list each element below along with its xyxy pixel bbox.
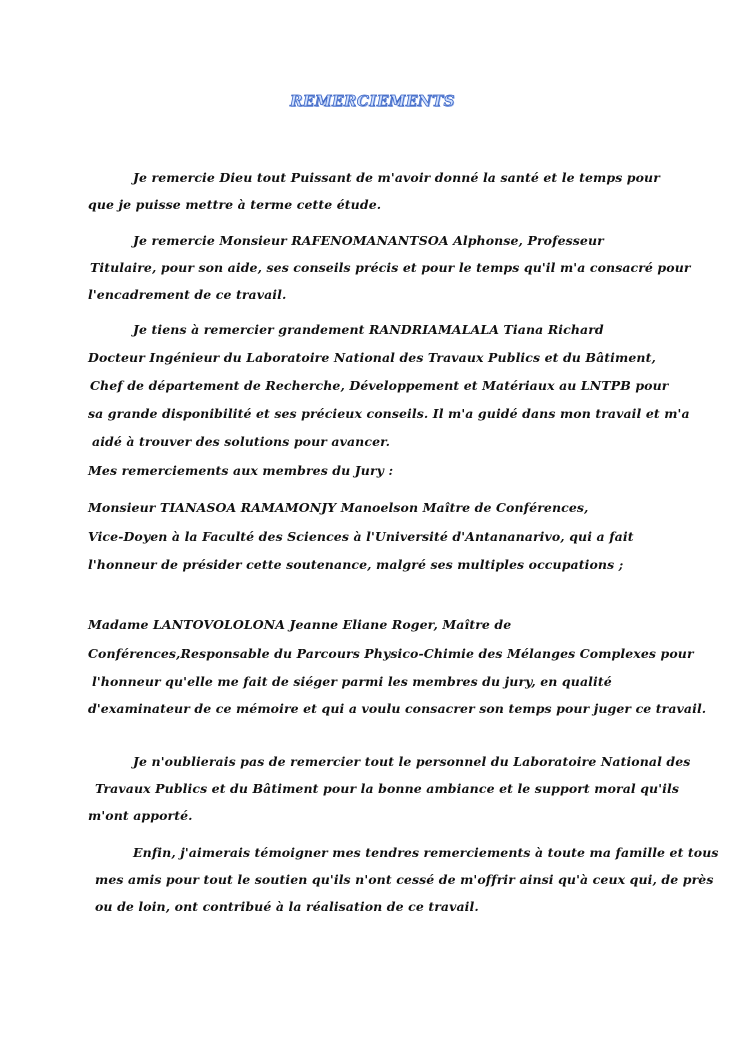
text-line: Docteur Ingénieur du Laboratoire National des Travaux Publics et du Bâtiment,	[88, 350, 656, 365]
text-line: l'encadrement de ce travail.	[88, 287, 287, 302]
text-line: Je tiens à remercier grandement RANDRIAMALALA Tiana Richard	[133, 322, 604, 337]
text-line: que je puisse mettre à terme cette étude.	[88, 197, 382, 212]
text-line: aidé à trouver des solutions pour avancer.	[92, 434, 391, 449]
text-line: Madame LANTOVOLOLONA Jeanne Eliane Roger, Maître de	[88, 617, 512, 632]
text-line: Je remercie Dieu tout Puissant de m'avoir donné la santé et le temps pour	[133, 170, 660, 185]
text-line: Travaux Publics et du Bâtiment pour la bonne ambiance et le support moral qu'ils	[95, 781, 680, 796]
text-line: Je remercie Monsieur RAFENOMANANTSOA Alphonse, Professeur	[133, 233, 604, 248]
text-line: d'examinateur de ce mémoire et qui a voulu consacrer son temps pour juger ce travail.	[88, 701, 707, 716]
text-line: Monsieur TIANASOA RAMAMONJY Manoelson Maître de Conférences,	[88, 500, 589, 515]
text-line: Chef de département de Recherche, Développement et Matériaux au LNTPB pour	[90, 378, 669, 393]
text-line: Conférences,Responsable du Parcours Physico-Chimie des Mélanges Complexes pour	[88, 646, 694, 661]
text-line: l'honneur qu'elle me fait de siéger parmi les membres du jury, en qualité	[92, 674, 612, 689]
text-line: Vice-Doyen à la Faculté des Sciences à l'Université d'Antananarivo, qui a fait	[88, 529, 634, 544]
page-title: REMERCIEMENTS	[289, 92, 456, 110]
text-line: Je n'oublierais pas de remercier tout le personnel du Laboratoire National des	[133, 754, 691, 769]
text-line: mes amis pour tout le soutien qu'ils n'ont cessé de m'offrir ainsi qu'à ceux qui, de près	[95, 872, 714, 887]
text-line: m'ont apporté.	[88, 808, 193, 823]
text-line: ou de loin, ont contribué à la réalisation de ce travail.	[95, 899, 479, 914]
text-line: Mes remerciements aux membres du Jury :	[88, 463, 394, 478]
text-line: sa grande disponibilité et ses précieux conseils. Il m'a guidé dans mon travail et m'a	[88, 406, 690, 421]
text-line: l'honneur de présider cette soutenance, malgré ses multiples occupations ;	[88, 557, 624, 572]
text-line: Enfin, j'aimerais témoigner mes tendres remerciements à toute ma famille et tous	[133, 845, 719, 860]
text-line: Titulaire, pour son aide, ses conseils précis et pour le temps qu'il m'a consacré pour	[90, 260, 691, 275]
